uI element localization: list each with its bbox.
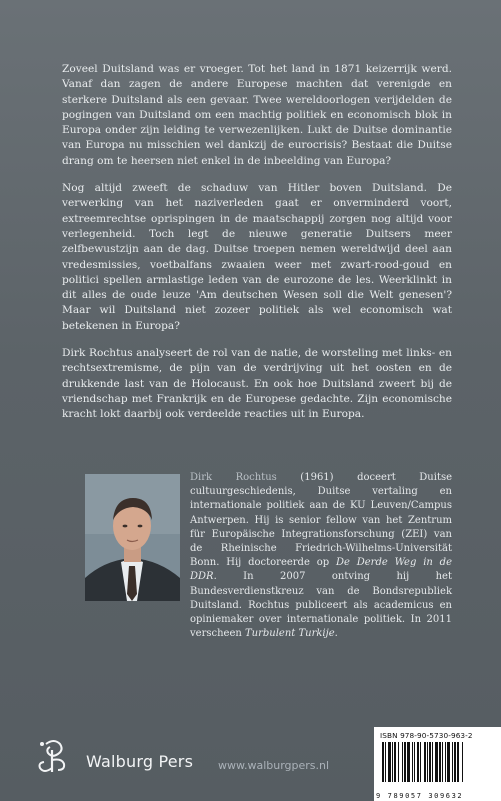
bio-book-title-2: Turbulent Turkije bbox=[244, 628, 335, 640]
bio-abbr-zei: ZEI bbox=[405, 528, 424, 540]
barcode-bar bbox=[445, 742, 446, 782]
blurb-paragraph-1: Zoveel Duitsland was er vroeger. Tot het land in 1871 keizerrijk werd. Vanaf dan zagen de andere Europese machten dat verenigde en sterkere Duitsland als een gevaar. Twee wereldoorlogen verijdelden de pogingen van Duitsland om een machtig politiek en economisch blok in Europa onder zijn leiding te verwezenlijken. Lukt de Duitse dominantie van Europa nu misschien wel dankzij de eurocrisis? Bestaat die Duitse drang om te heersen niet enkel in de inbeelding van Europa? bbox=[62, 63, 452, 167]
barcode-bar bbox=[394, 742, 396, 782]
barcode-bars bbox=[380, 742, 496, 790]
barcode-bar bbox=[388, 742, 391, 782]
publisher-name: Walburg Pers bbox=[86, 752, 194, 771]
barcode-bar bbox=[382, 742, 384, 782]
barcode-bar bbox=[442, 742, 443, 782]
barcode-bar bbox=[412, 742, 413, 782]
bio-abbr-ku: KU bbox=[350, 500, 366, 512]
barcode-bar bbox=[407, 742, 410, 782]
barcode-bar bbox=[447, 742, 450, 782]
barcode-label bbox=[374, 727, 501, 801]
blurb-text bbox=[62, 62, 452, 435]
author-bio bbox=[190, 471, 452, 641]
barcode-bar bbox=[429, 742, 431, 782]
publisher-emblem-icon bbox=[36, 738, 68, 778]
barcode-bar bbox=[432, 742, 433, 782]
bio-text-2: Leuven/Campus Antwerpen. Hij is senior fellow van het Zentrum für Europäische Integrationsforschung ( bbox=[190, 500, 452, 540]
bio-text-3: ) van de Rheinische Friedrich-Wilhelms-Universität Bonn. Hij doctoreerde op bbox=[190, 528, 452, 569]
barcode-bar bbox=[452, 742, 453, 782]
barcode-bar bbox=[454, 742, 456, 782]
barcode-bar bbox=[435, 742, 438, 782]
barcode-bar bbox=[414, 742, 415, 782]
author-name: Dirk Rochtus bbox=[190, 472, 277, 483]
barcode-bar bbox=[424, 742, 426, 782]
bio-text-4: . In 2007 ontving hij het Bundesverdienstkreuz van de Bondsrepubliek Duitsland. Rochtus publiceert als academicus en opiniemaker over internationale politiek. In 2011 verscheen bbox=[190, 571, 452, 640]
bio-text-1: (1961) doceert Duitse cultuurgeschiedenis, Duitse vertaling en internationale politiek aan de bbox=[190, 472, 453, 512]
publisher-logo bbox=[36, 738, 276, 778]
blurb-paragraph-2: Nog altijd zweeft de schaduw van Hitler boven Duitsland. De verwerking van het naziverleden gaat er onverminderd voort, extreemrechtse oprispingen in de maatschappij zorgen nog altijd voor verlegenheid. Toch legt de nieuwe generatie Duitsers meer zelfbewustzijn aan de dag. Duitse troepen nemen wereldwijd deel aan vredesmissies, voetbalfans zwaaien weer met zwart-rood-goud en politici spellen armlastige leden van de eurozone de les. Weerklinkt in dit alles de oude leuze 'Am deutschen Wesen soll die Welt genesen'? Maar wil Duitsland niet zozeer politiek als wel economisch wat betekenen in Europa? bbox=[62, 182, 452, 332]
barcode-bar bbox=[420, 742, 421, 782]
barcode-bar bbox=[385, 742, 386, 782]
bio-text-5: . bbox=[334, 628, 338, 640]
author-photo bbox=[85, 474, 180, 601]
barcode-bar bbox=[402, 742, 403, 782]
barcode-bar bbox=[392, 742, 393, 782]
barcode-bar bbox=[427, 742, 428, 782]
barcode-bar bbox=[417, 742, 419, 782]
publisher-url: www.walburgpers.nl bbox=[218, 759, 330, 772]
barcode-bar bbox=[404, 742, 406, 782]
barcode-bar bbox=[439, 742, 441, 782]
barcode-bar bbox=[398, 742, 399, 782]
bio-abbr-ddr: DDR bbox=[190, 571, 214, 583]
barcode-bar bbox=[462, 742, 463, 782]
bio-book-title-1-text: De Derde Weg in de bbox=[335, 557, 452, 569]
barcode-bar bbox=[457, 742, 459, 782]
barcode-digits: 9 789057 309632 bbox=[376, 792, 464, 800]
isbn-text: ISBN 978-90-5730-963-2 bbox=[380, 731, 473, 740]
blurb-paragraph-3: Dirk Rochtus analyseert de rol van de natie, de worsteling met links- en rechtsextremisme, de pijn van de verdrijving uit het oosten en de drukkende last van de Holocaust. En ook hoe Duitsland zweert bij de vriendschap met Frankrijk en de Europese gedachte. Zijn economische kracht lokt daarbij ook verdeelde reacties uit in Europa. bbox=[62, 347, 452, 421]
